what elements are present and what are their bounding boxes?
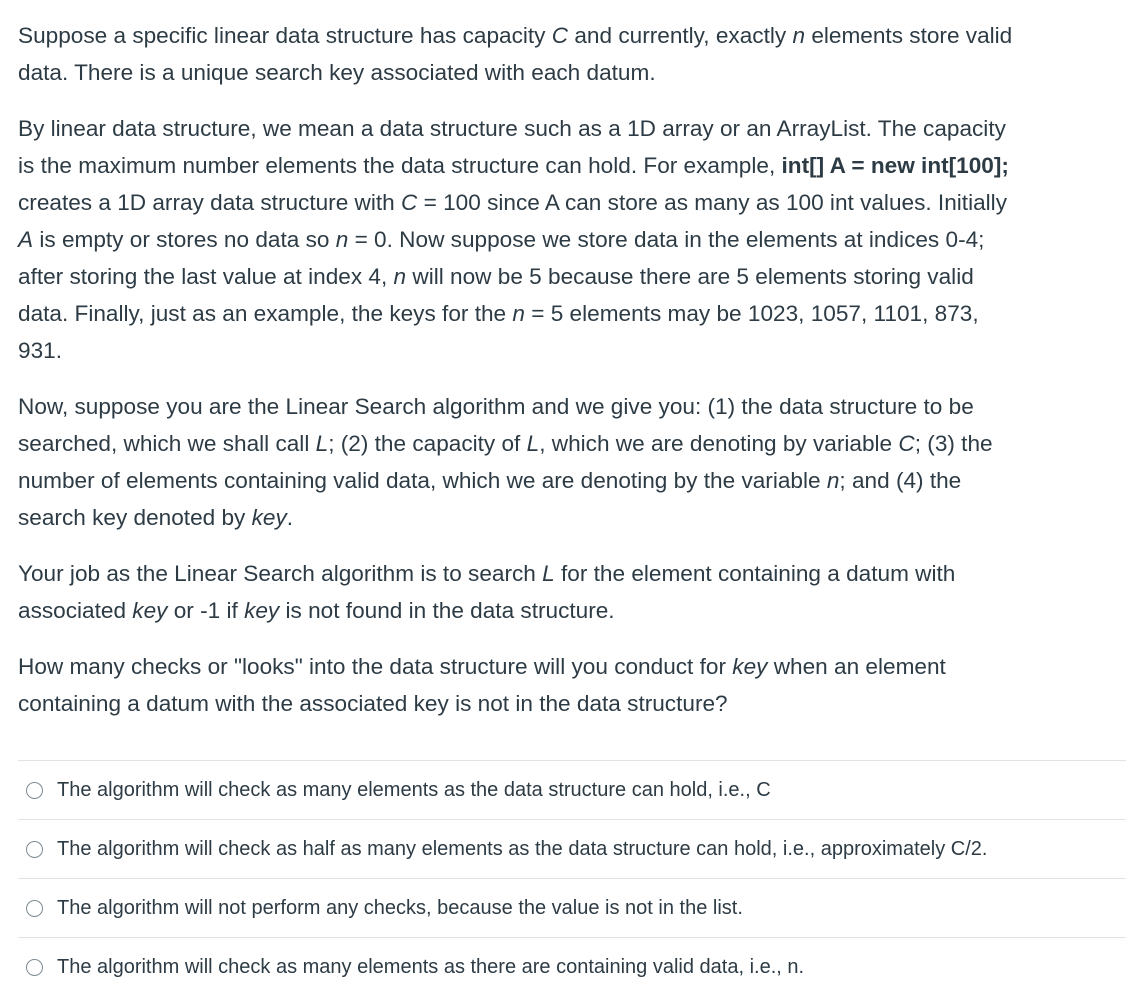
text-run: = 5 elements may be 1023, 1057, 1101, 873, xyxy=(524,301,979,326)
variable-text: key xyxy=(132,598,168,623)
answer-label[interactable]: The algorithm will check as half as many elements as the data structure can hold, i.e., approximately C/2. xyxy=(57,837,988,860)
question-paragraph xyxy=(18,388,1130,536)
variable-text: L xyxy=(315,431,329,456)
text-run: = 0. Now suppose we store data in the elements at indices 0-4; xyxy=(348,227,985,252)
radio-button[interactable] xyxy=(26,900,43,917)
text-run: will now be 5 because there are 5 elements storing valid xyxy=(406,264,974,289)
variable-text: key xyxy=(251,505,287,530)
text-run: = 100 since A can store as many as 100 int values. Initially xyxy=(417,190,1007,215)
answer-options xyxy=(18,760,1126,996)
question-paragraph xyxy=(18,110,1130,369)
text-run: after storing the last value at index 4, xyxy=(18,264,394,289)
text-run: data. There is a unique search key associated with each datum. xyxy=(18,60,656,85)
text-run: searched, which we shall call xyxy=(18,431,316,456)
radio-button[interactable] xyxy=(26,959,43,976)
radio-button[interactable] xyxy=(26,841,43,858)
variable-text: C xyxy=(898,431,915,456)
text-run: elements store valid xyxy=(805,23,1013,48)
question-text xyxy=(18,17,1130,741)
question-paragraph xyxy=(18,555,1130,629)
text-run: search key denoted by xyxy=(18,505,252,530)
text-run: . xyxy=(286,505,294,530)
text-run: when an element xyxy=(767,654,946,679)
variable-text: n xyxy=(393,264,407,289)
variable-text: C xyxy=(401,190,418,215)
variable-text: n xyxy=(792,23,806,48)
answer-option[interactable] xyxy=(18,820,1126,879)
text-run: is the maximum number elements the data structure can hold. For example, xyxy=(18,153,782,178)
text-run: ; and (4) the xyxy=(839,468,962,493)
answer-option[interactable] xyxy=(18,879,1126,938)
answer-label[interactable]: The algorithm will check as many elements as the data structure can hold, i.e., C xyxy=(57,778,771,801)
text-run: is not found in the data structure. xyxy=(279,598,615,623)
answer-option[interactable] xyxy=(18,938,1126,996)
text-run: Now, suppose you are the Linear Search algorithm and we give you: (1) the data structure to be xyxy=(18,394,974,419)
text-run: ; (3) the xyxy=(914,431,993,456)
text-run: How many checks or "looks" into the data structure will you conduct for xyxy=(18,654,733,679)
answer-label[interactable]: The algorithm will check as many elements as there are containing valid data, i.e., n. xyxy=(57,955,805,978)
text-run: , which we are denoting by variable xyxy=(539,431,899,456)
code-text: int[] A = new int[100]; xyxy=(781,153,1009,178)
variable-text: n xyxy=(826,468,840,493)
question-paragraph xyxy=(18,17,1130,91)
text-run: is empty or stores no data so xyxy=(33,227,336,252)
variable-text: key xyxy=(244,598,280,623)
text-run: and currently, exactly xyxy=(568,23,793,48)
text-run: containing a datum with the associated key is not in the data structure? xyxy=(18,691,728,716)
variable-text: n xyxy=(335,227,349,252)
answer-label[interactable]: The algorithm will not perform any checks, because the value is not in the list. xyxy=(57,896,743,919)
text-run: creates a 1D array data structure with xyxy=(18,190,402,215)
answer-option[interactable] xyxy=(18,761,1126,820)
text-run: data. Finally, just as an example, the keys for the xyxy=(18,301,513,326)
text-run: number of elements containing valid data, which we are denoting by the variable xyxy=(18,468,827,493)
text-run: Suppose a specific linear data structure has capacity xyxy=(18,23,552,48)
variable-text: L xyxy=(542,561,555,586)
variable-text: n xyxy=(512,301,525,326)
text-run: associated xyxy=(18,598,133,623)
text-run: By linear data structure, we mean a data structure such as a 1D array or an ArrayList. The capacity xyxy=(18,116,1006,141)
text-run: Your job as the Linear Search algorithm is to search xyxy=(18,561,543,586)
variable-text: key xyxy=(732,654,768,679)
question-paragraph xyxy=(18,648,1130,722)
variable-text: A xyxy=(18,227,34,252)
text-run: for the element containing a datum with xyxy=(554,561,956,586)
variable-text: L xyxy=(526,431,540,456)
text-run: or -1 if xyxy=(167,598,245,623)
text-run: ; (2) the capacity of xyxy=(328,431,527,456)
text-run: 931. xyxy=(18,338,62,363)
variable-text: C xyxy=(551,23,569,48)
radio-button[interactable] xyxy=(26,782,43,799)
